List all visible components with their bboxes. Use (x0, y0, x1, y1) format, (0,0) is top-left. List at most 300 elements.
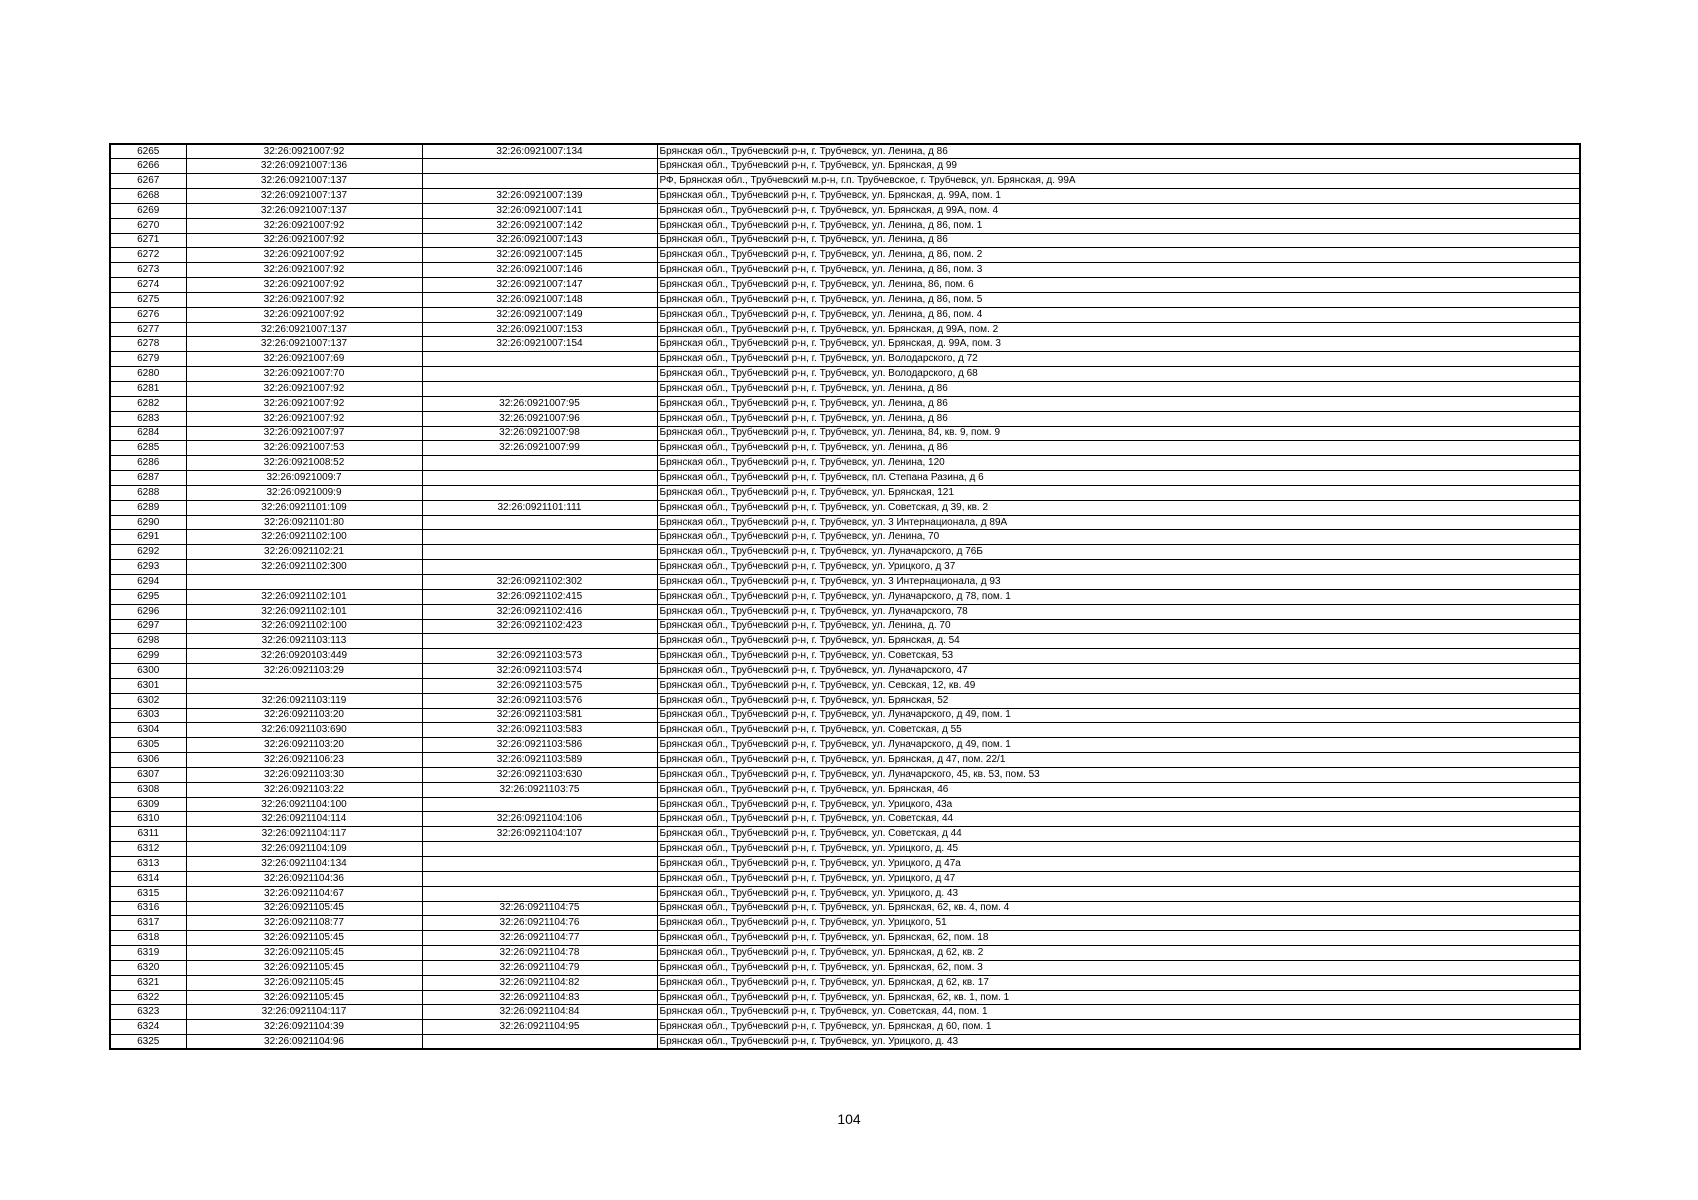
row-number-cell: 6281 (110, 382, 186, 397)
row-number-cell: 6305 (110, 738, 186, 753)
parcel-number-cell: 32:26:0921103:20 (186, 708, 422, 723)
parcel-number-cell: 32:26:0921007:92 (186, 218, 422, 233)
row-number-cell: 6296 (110, 604, 186, 619)
table-row (110, 396, 1580, 411)
row-number-cell: 6289 (110, 500, 186, 515)
row-number-cell: 6307 (110, 767, 186, 782)
table-row (110, 634, 1580, 649)
table-row (110, 857, 1580, 872)
table-row (110, 500, 1580, 515)
parcel-number-cell: 32:26:0921105:45 (186, 990, 422, 1005)
row-number-cell: 6279 (110, 352, 186, 367)
address-cell: Брянская обл., Трубчевский р-н, г. Трубчевск, ул. Луначарского, 45, кв. 53, пом. 53 (657, 767, 1580, 782)
object-number-cell: 32:26:0921103:630 (422, 767, 657, 782)
address-cell: Брянская обл., Трубчевский р-н, г. Трубчевск, ул. Урицкого, 43а (657, 797, 1580, 812)
address-cell: Брянская обл., Трубчевский р-н, г. Трубчевск, ул. Брянская, 46 (657, 782, 1580, 797)
address-cell: Брянская обл., Трубчевский р-н, г. Трубчевск, ул. Ленина, д 86, пом. 3 (657, 263, 1580, 278)
table-body (110, 144, 1580, 1049)
row-number-cell: 6270 (110, 218, 186, 233)
address-cell: Брянская обл., Трубчевский р-н, г. Трубчевск, ул. Урицкого, д. 43 (657, 1035, 1580, 1050)
object-number-cell: 32:26:0921104:75 (422, 901, 657, 916)
object-number-cell (422, 634, 657, 649)
address-cell: Брянская обл., Трубчевский р-н, г. Трубчевск, ул. Брянская, д 99 (657, 159, 1580, 174)
row-number-cell: 6309 (110, 797, 186, 812)
object-number-cell: 32:26:0921007:139 (422, 189, 657, 204)
address-cell: Брянская обл., Трубчевский р-н, г. Трубчевск, ул. Ленина, д 86 (657, 233, 1580, 248)
parcel-number-cell: 32:26:0921105:45 (186, 960, 422, 975)
address-cell: Брянская обл., Трубчевский р-н, г. Трубчевск, ул. Володарского, д 72 (657, 352, 1580, 367)
table-row (110, 782, 1580, 797)
address-cell: Брянская обл., Трубчевский р-н, г. Трубчевск, ул. Луначарского, д 49, пом. 1 (657, 738, 1580, 753)
parcel-number-cell: 32:26:0921102:100 (186, 619, 422, 634)
table-row (110, 189, 1580, 204)
table-row (110, 678, 1580, 693)
parcel-number-cell: 32:26:0921007:137 (186, 337, 422, 352)
object-number-cell (422, 174, 657, 189)
parcel-number-cell: 32:26:0921007:137 (186, 174, 422, 189)
table-row (110, 738, 1580, 753)
parcel-number-cell: 32:26:0921007:92 (186, 144, 422, 159)
object-number-cell (422, 545, 657, 560)
table-row (110, 471, 1580, 486)
row-number-cell: 6297 (110, 619, 186, 634)
row-number-cell: 6265 (110, 144, 186, 159)
table-row (110, 292, 1580, 307)
object-number-cell: 32:26:0921104:106 (422, 812, 657, 827)
row-number-cell: 6322 (110, 990, 186, 1005)
address-cell: Брянская обл., Трубчевский р-н, г. Трубчевск, ул. Советская, 44 (657, 812, 1580, 827)
parcel-number-cell: 32:26:0921105:45 (186, 931, 422, 946)
object-number-cell: 32:26:0921104:77 (422, 931, 657, 946)
table-row (110, 560, 1580, 575)
row-number-cell: 6291 (110, 530, 186, 545)
row-number-cell: 6311 (110, 827, 186, 842)
object-number-cell: 32:26:0921007:145 (422, 248, 657, 263)
address-cell: Брянская обл., Трубчевский р-н, г. Трубчевск, ул. Урицкого, д 37 (657, 560, 1580, 575)
table-row (110, 278, 1580, 293)
address-cell: Брянская обл., Трубчевский р-н, г. Трубчевск, ул. Брянская, д. 99А, пом. 1 (657, 189, 1580, 204)
table-row (110, 990, 1580, 1005)
object-number-cell: 32:26:0921103:589 (422, 753, 657, 768)
parcel-number-cell: 32:26:0921007:137 (186, 189, 422, 204)
object-number-cell: 32:26:0921104:84 (422, 1005, 657, 1020)
object-number-cell: 32:26:0921007:96 (422, 411, 657, 426)
parcel-number-cell: 32:26:0921007:92 (186, 278, 422, 293)
address-cell: Брянская обл., Трубчевский р-н, г. Трубчевск, ул. Урицкого, д 47 (657, 871, 1580, 886)
table-row (110, 382, 1580, 397)
object-number-cell: 32:26:0921104:82 (422, 975, 657, 990)
row-number-cell: 6313 (110, 857, 186, 872)
address-cell: Брянская обл., Трубчевский р-н, г. Трубчевск, ул. Брянская, д 99А, пом. 2 (657, 322, 1580, 337)
object-number-cell (422, 382, 657, 397)
address-cell: Брянская обл., Трубчевский р-н, г. Трубчевск, ул. Советская, 44, пом. 1 (657, 1005, 1580, 1020)
address-cell: Брянская обл., Трубчевский р-н, г. Трубчевск, ул. Брянская, 62, пом. 18 (657, 931, 1580, 946)
parcel-number-cell: 32:26:0921104:39 (186, 1020, 422, 1035)
parcel-number-cell: 32:26:0921104:109 (186, 842, 422, 857)
row-number-cell: 6283 (110, 411, 186, 426)
row-number-cell: 6266 (110, 159, 186, 174)
object-number-cell (422, 560, 657, 575)
parcel-number-cell: 32:26:0921102:21 (186, 545, 422, 560)
row-number-cell: 6325 (110, 1035, 186, 1050)
table-row (110, 426, 1580, 441)
parcel-number-cell: 32:26:0921103:30 (186, 767, 422, 782)
address-cell: Брянская обл., Трубчевский р-н, г. Трубчевск, ул. Брянская, 62, кв. 1, пом. 1 (657, 990, 1580, 1005)
row-number-cell: 6295 (110, 589, 186, 604)
object-number-cell: 32:26:0921103:575 (422, 678, 657, 693)
table-row (110, 174, 1580, 189)
parcel-number-cell: 32:26:0921105:45 (186, 975, 422, 990)
row-number-cell: 6300 (110, 664, 186, 679)
address-cell: Брянская обл., Трубчевский р-н, г. Трубчевск, ул. Ленина, д 86 (657, 382, 1580, 397)
object-number-cell: 32:26:0921102:302 (422, 574, 657, 589)
object-number-cell (422, 886, 657, 901)
address-cell: Брянская обл., Трубчевский р-н, г. Трубчевск, ул. Советская, д 39, кв. 2 (657, 500, 1580, 515)
table-row (110, 827, 1580, 842)
row-number-cell: 6301 (110, 678, 186, 693)
parcel-number-cell: 32:26:0920103:449 (186, 649, 422, 664)
parcel-number-cell: 32:26:0921007:92 (186, 233, 422, 248)
row-number-cell: 6267 (110, 174, 186, 189)
address-cell: Брянская обл., Трубчевский р-н, г. Трубчевск, ул. Брянская, 62, пом. 3 (657, 960, 1580, 975)
table-row (110, 871, 1580, 886)
parcel-number-cell: 32:26:0921007:92 (186, 382, 422, 397)
row-number-cell: 6293 (110, 560, 186, 575)
object-number-cell: 32:26:0921103:574 (422, 664, 657, 679)
table-row (110, 530, 1580, 545)
row-number-cell: 6318 (110, 931, 186, 946)
table-row (110, 248, 1580, 263)
object-number-cell: 32:26:0921007:154 (422, 337, 657, 352)
address-cell: Брянская обл., Трубчевский р-н, г. Трубчевск, ул. Ленина, д 86, пом. 2 (657, 248, 1580, 263)
parcel-number-cell: 32:26:0921103:113 (186, 634, 422, 649)
row-number-cell: 6288 (110, 485, 186, 500)
row-number-cell: 6275 (110, 292, 186, 307)
parcel-number-cell: 32:26:0921104:134 (186, 857, 422, 872)
cadastral-table (109, 143, 1581, 1050)
object-number-cell: 32:26:0921007:146 (422, 263, 657, 278)
table-row (110, 901, 1580, 916)
row-number-cell: 6299 (110, 649, 186, 664)
address-cell: Брянская обл., Трубчевский р-н, г. Трубчевск, ул. Луначарского, д 49, пом. 1 (657, 708, 1580, 723)
object-number-cell: 32:26:0921103:581 (422, 708, 657, 723)
row-number-cell: 6286 (110, 456, 186, 471)
row-number-cell: 6277 (110, 322, 186, 337)
object-number-cell: 32:26:0921007:153 (422, 322, 657, 337)
table-row (110, 515, 1580, 530)
parcel-number-cell: 32:26:0921103:119 (186, 693, 422, 708)
table-row (110, 931, 1580, 946)
address-cell: Брянская обл., Трубчевский р-н, г. Трубчевск, ул. Урицкого, д. 45 (657, 842, 1580, 857)
row-number-cell: 6324 (110, 1020, 186, 1035)
parcel-number-cell: 32:26:0921007:137 (186, 203, 422, 218)
table-row (110, 233, 1580, 248)
object-number-cell (422, 485, 657, 500)
parcel-number-cell: 32:26:0921104:36 (186, 871, 422, 886)
row-number-cell: 6269 (110, 203, 186, 218)
table-row (110, 812, 1580, 827)
parcel-number-cell: 32:26:0921102:101 (186, 589, 422, 604)
parcel-number-cell: 32:26:0921103:20 (186, 738, 422, 753)
address-cell: Брянская обл., Трубчевский р-н, г. Трубчевск, ул. Луначарского, д 76Б (657, 545, 1580, 560)
object-number-cell: 32:26:0921007:99 (422, 441, 657, 456)
parcel-number-cell: 32:26:0921104:96 (186, 1035, 422, 1050)
table-row (110, 1035, 1580, 1050)
object-number-cell (422, 797, 657, 812)
table-row (110, 441, 1580, 456)
object-number-cell: 32:26:0921102:415 (422, 589, 657, 604)
parcel-number-cell: 32:26:0921101:109 (186, 500, 422, 515)
object-number-cell (422, 1035, 657, 1050)
object-number-cell: 32:26:0921102:423 (422, 619, 657, 634)
address-cell: Брянская обл., Трубчевский р-н, г. Трубчевск, ул. Советская, д 55 (657, 723, 1580, 738)
address-cell: Брянская обл., Трубчевский р-н, г. Трубчевск, ул. Брянская, д. 54 (657, 634, 1580, 649)
table-row (110, 574, 1580, 589)
parcel-number-cell: 32:26:0921007:92 (186, 307, 422, 322)
parcel-number-cell: 32:26:0921101:80 (186, 515, 422, 530)
row-number-cell: 6316 (110, 901, 186, 916)
table-row (110, 975, 1580, 990)
table-row (110, 664, 1580, 679)
parcel-number-cell: 32:26:0921104:114 (186, 812, 422, 827)
address-cell: Брянская обл., Трубчевский р-н, г. Трубчевск, ул. Урицкого, 51 (657, 916, 1580, 931)
table-row (110, 842, 1580, 857)
address-cell: Брянская обл., Трубчевский р-н, г. Трубчевск, ул. Брянская, 52 (657, 693, 1580, 708)
address-cell: Брянская обл., Трубчевский р-н, г. Трубчевск, ул. Ленина, д 86, пом. 1 (657, 218, 1580, 233)
address-cell: Брянская обл., Трубчевский р-н, г. Трубчевск, ул. Брянская, д 47, пом. 22/1 (657, 753, 1580, 768)
object-number-cell: 32:26:0921103:75 (422, 782, 657, 797)
address-cell: Брянская обл., Трубчевский р-н, г. Трубчевск, ул. Ленина, д 86 (657, 144, 1580, 159)
object-number-cell: 32:26:0921104:79 (422, 960, 657, 975)
parcel-number-cell: 32:26:0921102:100 (186, 530, 422, 545)
row-number-cell: 6285 (110, 441, 186, 456)
page-number: 104 (837, 1111, 861, 1127)
address-cell: Брянская обл., Трубчевский р-н, г. Трубчевск, ул. Брянская, д. 99А, пом. 3 (657, 337, 1580, 352)
parcel-number-cell: 32:26:0921007:92 (186, 396, 422, 411)
object-number-cell: 32:26:0921104:95 (422, 1020, 657, 1035)
object-number-cell: 32:26:0921103:573 (422, 649, 657, 664)
object-number-cell (422, 842, 657, 857)
table-row (110, 203, 1580, 218)
row-number-cell: 6319 (110, 946, 186, 961)
row-number-cell: 6276 (110, 307, 186, 322)
table-row (110, 753, 1580, 768)
parcel-number-cell: 32:26:0921104:117 (186, 1005, 422, 1020)
table-row (110, 886, 1580, 901)
address-cell: Брянская обл., Трубчевский р-н, г. Трубчевск, ул. Ленина, д. 70 (657, 619, 1580, 634)
object-number-cell: 32:26:0921007:149 (422, 307, 657, 322)
row-number-cell: 6306 (110, 753, 186, 768)
parcel-number-cell: 32:26:0921009:7 (186, 471, 422, 486)
address-cell: Брянская обл., Трубчевский р-н, г. Трубчевск, ул. Брянская, 62, кв. 4, пом. 4 (657, 901, 1580, 916)
row-number-cell: 6314 (110, 871, 186, 886)
address-cell: Брянская обл., Трубчевский р-н, г. Трубчевск, ул. Брянская, д 99А, пом. 4 (657, 203, 1580, 218)
row-number-cell: 6304 (110, 723, 186, 738)
object-number-cell (422, 530, 657, 545)
table-row (110, 1005, 1580, 1020)
parcel-number-cell: 32:26:0921007:92 (186, 248, 422, 263)
table-row (110, 337, 1580, 352)
address-cell: Брянская обл., Трубчевский р-н, г. Трубчевск, ул. Брянская, 121 (657, 485, 1580, 500)
object-number-cell (422, 456, 657, 471)
parcel-number-cell: 32:26:0921108:77 (186, 916, 422, 931)
address-cell: Брянская обл., Трубчевский р-н, г. Трубчевск, ул. Луначарского, д 78, пом. 1 (657, 589, 1580, 604)
parcel-number-cell: 32:26:0921009:9 (186, 485, 422, 500)
row-number-cell: 6282 (110, 396, 186, 411)
address-cell: Брянская обл., Трубчевский р-н, г. Трубчевск, ул. 3 Интернационала, д 93 (657, 574, 1580, 589)
row-number-cell: 6284 (110, 426, 186, 441)
row-number-cell: 6272 (110, 248, 186, 263)
parcel-number-cell: 32:26:0921106:23 (186, 753, 422, 768)
object-number-cell: 32:26:0921103:586 (422, 738, 657, 753)
object-number-cell: 32:26:0921007:141 (422, 203, 657, 218)
parcel-number-cell (186, 678, 422, 693)
object-number-cell: 32:26:0921101:111 (422, 500, 657, 515)
object-number-cell: 32:26:0921104:83 (422, 990, 657, 1005)
table-row (110, 352, 1580, 367)
table-row (110, 619, 1580, 634)
parcel-number-cell: 32:26:0921007:97 (186, 426, 422, 441)
row-number-cell: 6294 (110, 574, 186, 589)
table-row (110, 916, 1580, 931)
address-cell: Брянская обл., Трубчевский р-н, г. Трубчевск, ул. Ленина, д 86, пом. 4 (657, 307, 1580, 322)
row-number-cell: 6268 (110, 189, 186, 204)
parcel-number-cell: 32:26:0921007:70 (186, 367, 422, 382)
parcel-number-cell: 32:26:0921103:22 (186, 782, 422, 797)
table-row (110, 1020, 1580, 1035)
address-cell: Брянская обл., Трубчевский р-н, г. Трубчевск, ул. Урицкого, д 47а (657, 857, 1580, 872)
object-number-cell: 32:26:0921007:95 (422, 396, 657, 411)
address-cell: Брянская обл., Трубчевский р-н, г. Трубчевск, ул. Советская, 53 (657, 649, 1580, 664)
object-number-cell (422, 871, 657, 886)
row-number-cell: 6308 (110, 782, 186, 797)
object-number-cell: 32:26:0921103:583 (422, 723, 657, 738)
address-cell: Брянская обл., Трубчевский р-н, г. Трубчевск, ул. Луначарского, 78 (657, 604, 1580, 619)
table-row (110, 411, 1580, 426)
parcel-number-cell: 32:26:0921007:53 (186, 441, 422, 456)
parcel-number-cell: 32:26:0921007:92 (186, 411, 422, 426)
table-row (110, 456, 1580, 471)
address-cell: Брянская обл., Трубчевский р-н, г. Трубчевск, ул. Ленина, д 86 (657, 396, 1580, 411)
row-number-cell: 6321 (110, 975, 186, 990)
address-cell: Брянская обл., Трубчевский р-н, г. Трубчевск, ул. Ленина, д 86 (657, 411, 1580, 426)
object-number-cell: 32:26:0921007:147 (422, 278, 657, 293)
object-number-cell: 32:26:0921007:148 (422, 292, 657, 307)
parcel-number-cell: 32:26:0921103:29 (186, 664, 422, 679)
address-cell: Брянская обл., Трубчевский р-н, г. Трубчевск, ул. Севская, 12, кв. 49 (657, 678, 1580, 693)
address-cell: РФ, Брянская обл., Трубчевский м.р-н, г.п. Трубчевское, г. Трубчевск, ул. Брянская, д. 99А (657, 174, 1580, 189)
table-row (110, 693, 1580, 708)
object-number-cell (422, 352, 657, 367)
parcel-number-cell: 32:26:0921007:69 (186, 352, 422, 367)
address-cell: Брянская обл., Трубчевский р-н, г. Трубчевск, пл. Степана Разина, д 6 (657, 471, 1580, 486)
table-row (110, 797, 1580, 812)
row-number-cell: 6315 (110, 886, 186, 901)
address-cell: Брянская обл., Трубчевский р-н, г. Трубчевск, ул. Ленина, 70 (657, 530, 1580, 545)
object-number-cell: 32:26:0921007:134 (422, 144, 657, 159)
row-number-cell: 6292 (110, 545, 186, 560)
address-cell: Брянская обл., Трубчевский р-н, г. Трубчевск, ул. Ленина, д 86, пом. 5 (657, 292, 1580, 307)
table-row (110, 218, 1580, 233)
address-cell: Брянская обл., Трубчевский р-н, г. Трубчевск, ул. Луначарского, 47 (657, 664, 1580, 679)
address-cell: Брянская обл., Трубчевский р-н, г. Трубчевск, ул. Брянская, д 60, пом. 1 (657, 1020, 1580, 1035)
address-cell: Брянская обл., Трубчевский р-н, г. Трубчевск, ул. Советская, д 44 (657, 827, 1580, 842)
object-number-cell (422, 857, 657, 872)
parcel-number-cell (186, 574, 422, 589)
row-number-cell: 6271 (110, 233, 186, 248)
table-row (110, 263, 1580, 278)
address-cell: Брянская обл., Трубчевский р-н, г. Трубчевск, ул. Брянская, д 62, кв. 17 (657, 975, 1580, 990)
parcel-number-cell: 32:26:0921007:92 (186, 263, 422, 278)
parcel-number-cell: 32:26:0921007:136 (186, 159, 422, 174)
row-number-cell: 6274 (110, 278, 186, 293)
table-row (110, 485, 1580, 500)
table-row (110, 589, 1580, 604)
row-number-cell: 6298 (110, 634, 186, 649)
object-number-cell: 32:26:0921007:98 (422, 426, 657, 441)
parcel-number-cell: 32:26:0921105:45 (186, 946, 422, 961)
address-cell: Брянская обл., Трубчевский р-н, г. Трубчевск, ул. 3 Интернационала, д 89А (657, 515, 1580, 530)
table-row (110, 604, 1580, 619)
object-number-cell: 32:26:0921104:107 (422, 827, 657, 842)
address-cell: Брянская обл., Трубчевский р-н, г. Трубчевск, ул. Урицкого, д. 43 (657, 886, 1580, 901)
parcel-number-cell: 32:26:0921007:137 (186, 322, 422, 337)
table-row (110, 159, 1580, 174)
row-number-cell: 6320 (110, 960, 186, 975)
object-number-cell: 32:26:0921007:142 (422, 218, 657, 233)
object-number-cell: 32:26:0921103:576 (422, 693, 657, 708)
address-cell: Брянская обл., Трубчевский р-н, г. Трубчевск, ул. Ленина, 84, кв. 9, пом. 9 (657, 426, 1580, 441)
table-row (110, 649, 1580, 664)
row-number-cell: 6287 (110, 471, 186, 486)
parcel-number-cell: 32:26:0921102:101 (186, 604, 422, 619)
table-row (110, 723, 1580, 738)
table-row (110, 144, 1580, 159)
table-row (110, 960, 1580, 975)
parcel-number-cell: 32:26:0921105:45 (186, 901, 422, 916)
row-number-cell: 6317 (110, 916, 186, 931)
parcel-number-cell: 32:26:0921104:100 (186, 797, 422, 812)
object-number-cell: 32:26:0921102:416 (422, 604, 657, 619)
table-row (110, 307, 1580, 322)
address-cell: Брянская обл., Трубчевский р-н, г. Трубчевск, ул. Ленина, д 86 (657, 441, 1580, 456)
row-number-cell: 6280 (110, 367, 186, 382)
parcel-number-cell: 32:26:0921104:117 (186, 827, 422, 842)
address-cell: Брянская обл., Трубчевский р-н, г. Трубчевск, ул. Брянская, д 62, кв. 2 (657, 946, 1580, 961)
address-cell: Брянская обл., Трубчевский р-н, г. Трубчевск, ул. Ленина, 86, пом. 6 (657, 278, 1580, 293)
address-cell: Брянская обл., Трубчевский р-н, г. Трубчевск, ул. Володарского, д 68 (657, 367, 1580, 382)
parcel-number-cell: 32:26:0921103:690 (186, 723, 422, 738)
table-row (110, 367, 1580, 382)
parcel-number-cell: 32:26:0921007:92 (186, 292, 422, 307)
object-number-cell (422, 515, 657, 530)
row-number-cell: 6290 (110, 515, 186, 530)
table-row (110, 322, 1580, 337)
object-number-cell (422, 159, 657, 174)
parcel-number-cell: 32:26:0921102:300 (186, 560, 422, 575)
object-number-cell (422, 367, 657, 382)
table-row (110, 545, 1580, 560)
row-number-cell: 6312 (110, 842, 186, 857)
table-row (110, 767, 1580, 782)
parcel-number-cell: 32:26:0921008:52 (186, 456, 422, 471)
table-row (110, 946, 1580, 961)
row-number-cell: 6310 (110, 812, 186, 827)
row-number-cell: 6303 (110, 708, 186, 723)
parcel-number-cell: 32:26:0921104:67 (186, 886, 422, 901)
object-number-cell: 32:26:0921104:76 (422, 916, 657, 931)
row-number-cell: 6273 (110, 263, 186, 278)
